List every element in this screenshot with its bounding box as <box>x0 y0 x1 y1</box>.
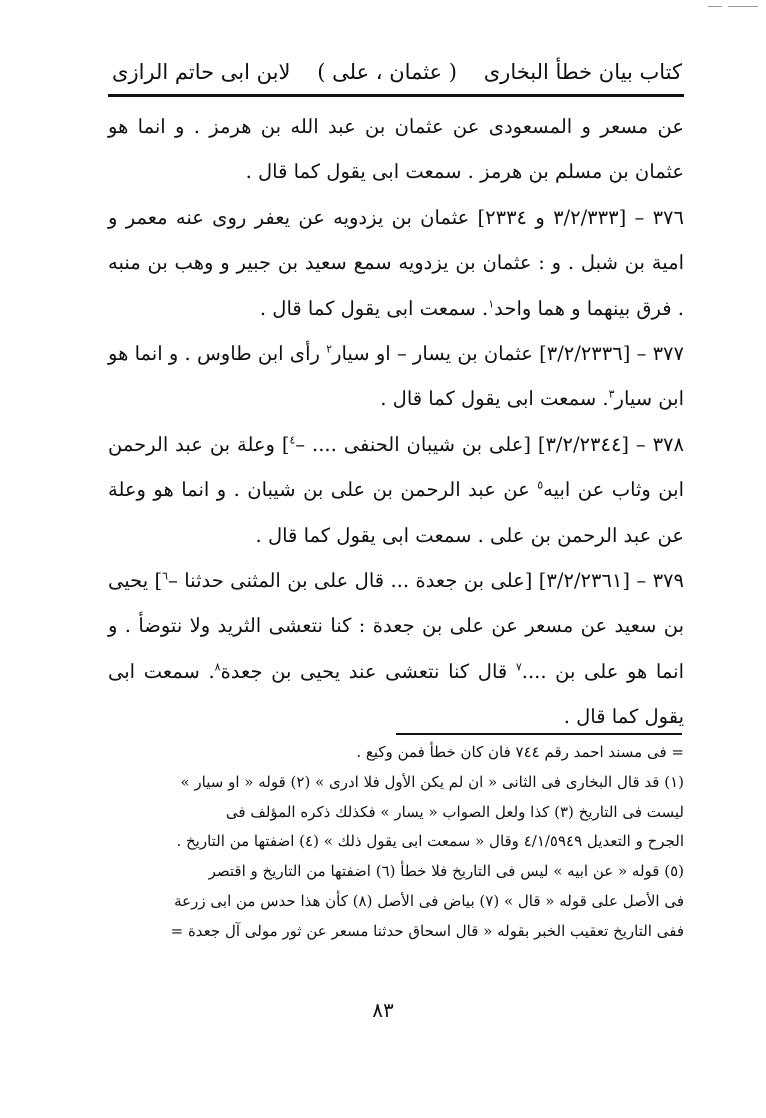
footnote-mark: ٢ <box>326 342 333 356</box>
footnote-line: (١) قد قال البخارى فى الثانى « ان لم يكن الأول فلا ادرى » (٢) قوله « او سيار » <box>180 772 684 791</box>
entry-paragraph: ٣٧٦ – [٣/٢/٣٣٣ و ٢٣٣٤] عثمان بن يزدويه عن يعفر روى عنه معمر و امية بن شبل . و : عثمان بن يزدويه سمع سعيد بن جبير و وهب بن منبه . فرق بينهما و هما واحد$^١$. سمعت ابى يقول كما قال . <box>108 205 684 320</box>
footnote-line: فى الأصل على قوله « قال » (٧) بياض فى الأصل (٨) كأن هذا حدس من ابى زرعة <box>174 891 684 910</box>
footnotes <box>108 738 684 947</box>
main-text <box>108 104 684 740</box>
footnote-mark: ٦ <box>162 569 169 583</box>
footnote-mark: ٤ <box>289 433 296 447</box>
book-title: كتاب بيان خطأ البخارى <box>483 60 682 84</box>
footnote-line: = فى مسند احمد رقم ٧٤٤ فان كان خطأ فمن وكيع . <box>356 743 684 761</box>
footnote-mark: ٨ <box>214 660 221 674</box>
scan-corner-mark <box>728 6 758 7</box>
footnote-mark: ١ <box>488 297 495 311</box>
entry-paragraph: ٣٧٧ – [٣/٢/٢٣٣٦] عثمان بن يسار – او سيار$^٢$ رأى ابن طاوس . و انما هو ابن سيار$^٣$. سمعت ابى يقول كما قال . <box>108 342 684 411</box>
footnote-rule <box>396 733 682 735</box>
entry-paragraph: ٣٧٨ – [٣/٢/٢٣٤٤] [على بن شيبان الحنفى .... –$^٤$] وعلة بن عبد الرحمن ابن وثاب عن ابيه$^٥$ عن عبد الرحمن بن على بن شيبان . و انما هو وعلة عن عبد الرحمن بن على . سمعت ابى يقول كما قال . <box>108 432 684 547</box>
entry-paragraph: ٣٧٩ – [٣/٢/٢٣٦١] [على بن جعدة ... قال على بن المثنى حدثنا –$^٦$] يحيى بن سعيد عن مسعر عن على بن جعدة : كنا نتعشى الثريد ولا نتوضأ . و انما هو على بن ....$^٧$ قال كنا نتعشى عند يحيى بن جعدة$^٨$. سمعت ابى يقول كما قال . <box>108 569 684 729</box>
footnote-line: ففى التاريخ تعقيب الخبر بقوله « قال اسحاق حدثنا مسعر عن ثور مولى آل جعدة = <box>170 921 684 940</box>
footnote-line: (٥) قوله « عن ابيه » ليس فى التاريخ فلا خطأ (٦) اضفتها من التاريخ و اقتصر <box>208 862 684 881</box>
author-name: لابن ابى حاتم الرازى <box>112 60 291 84</box>
footnote-mark: ٧ <box>515 660 522 674</box>
entry-paragraph: عن مسعر و المسعودى عن عثمان بن عبد الله بن هرمز . و انما هو عثمان بن مسلم بن هرمز . سمعت ابى يقول كما قال . <box>108 115 684 184</box>
footnote-line: ليست فى التاريخ (٣) كذا ولعل الصواب « يسار » فكذلك ذكره المؤلف فى <box>225 802 684 821</box>
running-head <box>112 52 682 92</box>
footnote-mark: ٣ <box>608 387 615 401</box>
header-rule <box>108 94 684 97</box>
page-number: ٨٣ <box>372 998 394 1022</box>
scan-corner-mark <box>708 6 722 7</box>
section-label: ( عثمان ، على ) <box>317 60 457 84</box>
footnote-mark: ٥ <box>537 478 544 492</box>
footnote-line: الجرح و التعديل ٤/١/٥٩٤٩ وقال « سمعت ابى يقول ذلك » (٤) اضفتها من التاريخ . <box>176 832 684 851</box>
